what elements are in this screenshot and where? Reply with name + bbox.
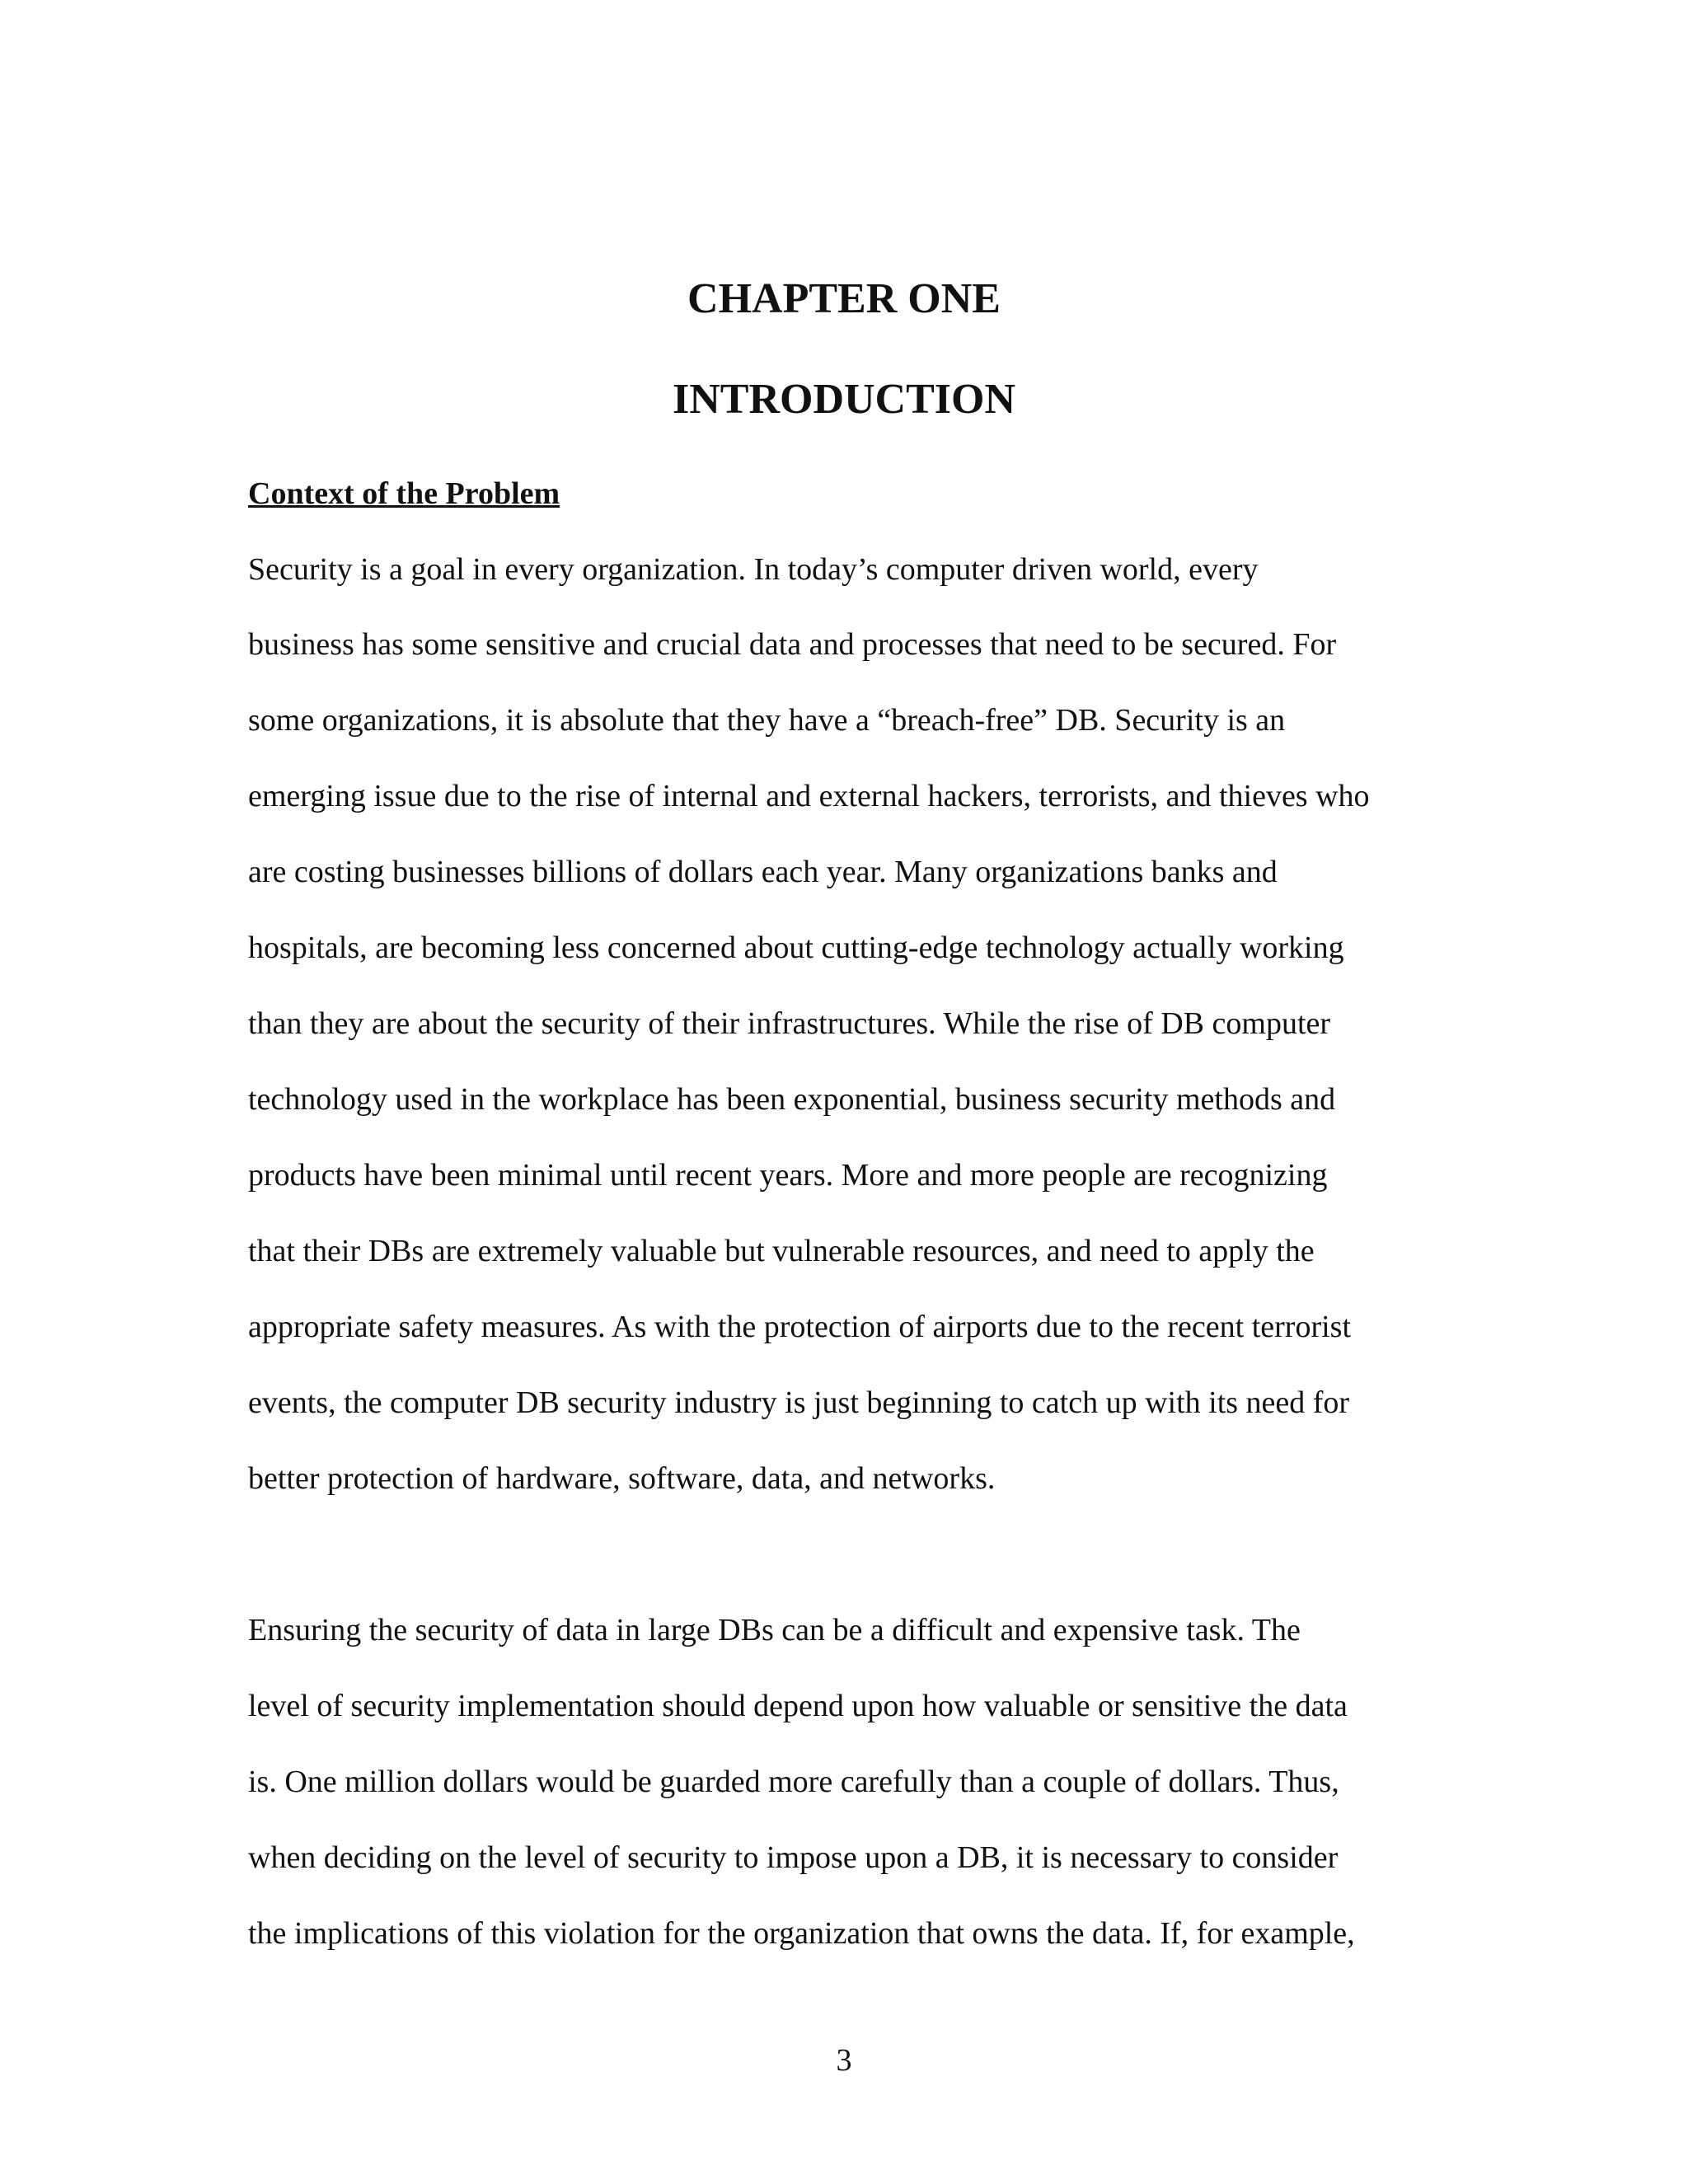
paragraph-line: emerging issue due to the rise of internal and external hackers, terrorists, and thieves who — [248, 779, 1370, 813]
paragraph-line: events, the computer DB security industry is just beginning to catch up with its need for — [248, 1385, 1350, 1420]
paragraph-line: business has some sensitive and crucial data and processes that need to be secured. For — [248, 627, 1337, 662]
paragraph-line: that their DBs are extremely valuable but vulnerable resources, and need to apply the — [248, 1234, 1315, 1268]
chapter-number: CHAPTER ONE — [687, 275, 1001, 322]
paragraph-line: than they are about the security of their infrastructures. While the rise of DB computer — [248, 1006, 1331, 1041]
paragraph-line: the implications of this violation for the organization that owns the data. If, for example, — [248, 1916, 1355, 1951]
paragraph-line: Ensuring the security of data in large DBs can be a difficult and expensive task. The — [248, 1613, 1301, 1647]
paragraph-line: level of security implementation should depend upon how valuable or sensitive the data — [248, 1689, 1348, 1723]
page-number: 3 — [836, 2043, 852, 2078]
chapter-title: INTRODUCTION — [672, 376, 1016, 423]
section-heading: Context of the Problem — [248, 476, 560, 511]
paragraph-line: appropriate safety measures. As with the protection of airports due to the recent terrorist — [248, 1310, 1351, 1344]
paragraph-line: technology used in the workplace has been exponential, business security methods and — [248, 1082, 1336, 1117]
paragraph-line: hospitals, are becoming less concerned about cutting-edge technology actually working — [248, 930, 1344, 965]
paragraph-line: products have been minimal until recent years. More and more people are recognizing — [248, 1158, 1328, 1193]
paragraph-line: are costing businesses billions of dollars each year. Many organizations banks and — [248, 855, 1278, 889]
paragraph-line: some organizations, it is absolute that they have a “breach-free” DB. Security is an — [248, 703, 1286, 738]
paragraph-line: Security is a goal in every organization. In today’s computer driven world, every — [248, 552, 1259, 587]
paragraph-line: is. One million dollars would be guarded more carefully than a couple of dollars. Thus, — [248, 1765, 1339, 1799]
paragraph-line: when deciding on the level of security to impose upon a DB, it is necessary to consider — [248, 1840, 1339, 1875]
paragraph-line: better protection of hardware, software, data, and networks. — [248, 1461, 996, 1496]
